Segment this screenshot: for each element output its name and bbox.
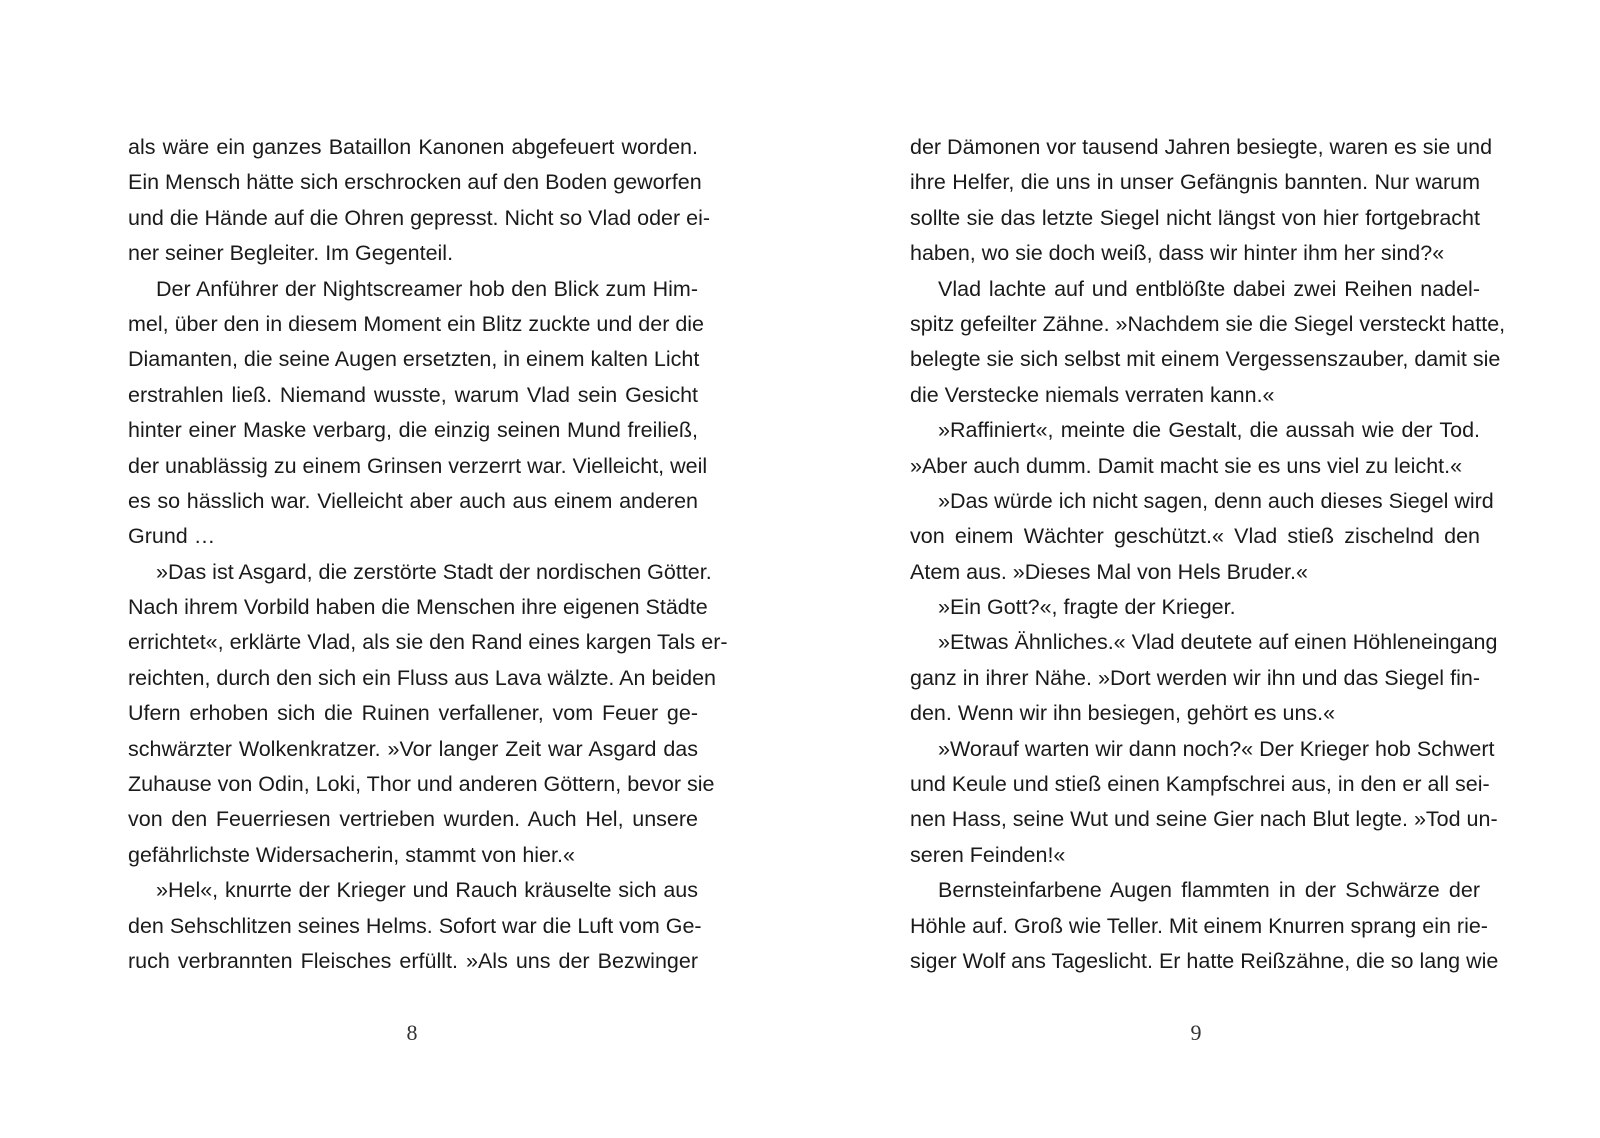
right-page [910,130,1506,979]
text-line: seren Feinden!« [910,842,1066,867]
text-line: nen Hass, seine Wut und seine Gier nach Blut legte. »Tod un- [910,807,1498,832]
text-line: den Sehschlitzen seines Helms. Sofort war die Luft vom Ge- [128,913,702,938]
text-line: hinter einer Maske verbarg, die einzig seinen Mund freiließ, [128,418,698,443]
text-line: ganz in ihrer Nähe. »Dort werden wir ihn und das Siegel fin- [910,665,1480,690]
text-line: belegte sie sich selbst mit einem Vergessenszauber, damit sie [910,347,1501,372]
text-line: »Hel«, knurrte der Krieger und Rauch kräuselte sich aus [156,878,698,903]
page-number-left: 8 [406,1020,418,1045]
text-line: die Verstecke niemals verraten kann.« [910,382,1275,407]
text-line: Höhle auf. Groß wie Teller. Mit einem Knurren sprang ein rie- [910,913,1488,938]
text-line: Grund … [128,524,216,549]
text-line: »Raffiniert«, meinte die Gestalt, die aussah wie der Tod. [938,418,1480,443]
text-line: mel, über den in diesem Moment ein Blitz zuckte und der die [128,311,705,336]
text-line: Nach ihrem Vorbild haben die Menschen ihre eigenen Städte [128,595,708,620]
text-line: Ein Mensch hätte sich erschrocken auf den Boden geworfen [128,170,702,195]
text-line: sollte sie das letzte Siegel nicht längst von hier fortgebracht [910,205,1480,230]
text-line: Vlad lachte auf und entblößte dabei zwei Reihen nadel- [938,276,1480,301]
text-line: ruch verbrannten Fleisches erfüllt. »Als uns der Bezwinger [128,948,698,973]
text-line: »Das ist Asgard, die zerstörte Stadt der nordischen Götter. [156,559,712,584]
text-line: erstrahlen ließ. Niemand wusste, warum Vlad sein Gesicht [128,382,698,407]
text-line: »Etwas Ähnliches.« Vlad deutete auf einen Höhleneingang [938,630,1498,655]
text-line: als wäre ein ganzes Bataillon Kanonen abgefeuert worden. [128,135,698,159]
page-number-right: 9 [1190,1020,1202,1045]
text-line: »Worauf warten wir dann noch?« Der Krieger hob Schwert [938,736,1495,761]
text-line: von den Feuerriesen vertrieben wurden. Auch Hel, unsere [128,807,698,832]
text-line: »Ein Gott?«, fragte der Krieger. [938,595,1236,620]
text-line: ihre Helfer, die uns in unser Gefängnis bannten. Nur warum [910,170,1480,195]
text-line: ner seiner Begleiter. Im Gegenteil. [128,241,454,266]
text-line: siger Wolf ans Tageslicht. Er hatte Reißzähne, die so lang wie [910,948,1499,973]
text-line: der Dämonen vor tausend Jahren besiegte, waren es sie und [910,135,1493,159]
text-line: und Keule und stieß einen Kampfschrei aus, in den er all sei- [910,772,1490,797]
text-line: der unablässig zu einem Grinsen verzerrt war. Vielleicht, weil [128,453,708,478]
text-line: gefährlichste Widersacherin, stammt von hier.« [128,842,575,867]
text-line: von einem Wächter geschützt.« Vlad stieß zischelnd den [910,524,1480,549]
text-line: Diamanten, die seine Augen ersetzten, in einem kalten Licht [128,347,700,372]
text-line: haben, wo sie doch weiß, dass wir hinter ihm her sind?« [910,241,1445,266]
text-line: Bernsteinfarbene Augen flammten in der Schwärze der [938,878,1480,903]
text-line: es so hässlich war. Vielleicht aber auch aus einem anderen [128,488,698,513]
text-line: spitz gefeilter Zähne. »Nachdem sie die Siegel versteckt hatte, [910,311,1506,336]
text-line: Der Anführer der Nightscreamer hob den Blick zum Him- [156,276,698,301]
text-line: und die Hände auf die Ohren gepresst. Nicht so Vlad oder ei- [128,205,711,230]
left-page [128,130,728,979]
text-line: reichten, durch den sich ein Fluss aus Lava wälzte. An beiden [128,665,717,690]
text-line: den. Wenn wir ihn besiegen, gehört es uns.« [910,701,1336,726]
text-line: Atem aus. »Dieses Mal von Hels Bruder.« [910,559,1308,584]
text-line: »Das würde ich nicht sagen, denn auch dieses Siegel wird [938,488,1494,513]
text-line: Zuhause von Odin, Loki, Thor und anderen Göttern, bevor sie [128,772,715,797]
text-line: Ufern erhoben sich die Ruinen verfallener, vom Feuer ge- [128,701,698,726]
text-line: schwärzter Wolkenkratzer. »Vor langer Zeit war Asgard das [128,736,698,761]
text-line: »Aber auch dumm. Damit macht sie es uns viel zu leicht.« [910,453,1463,478]
text-line: errichtet«, erklärte Vlad, als sie den Rand eines kargen Tals er- [128,630,728,655]
